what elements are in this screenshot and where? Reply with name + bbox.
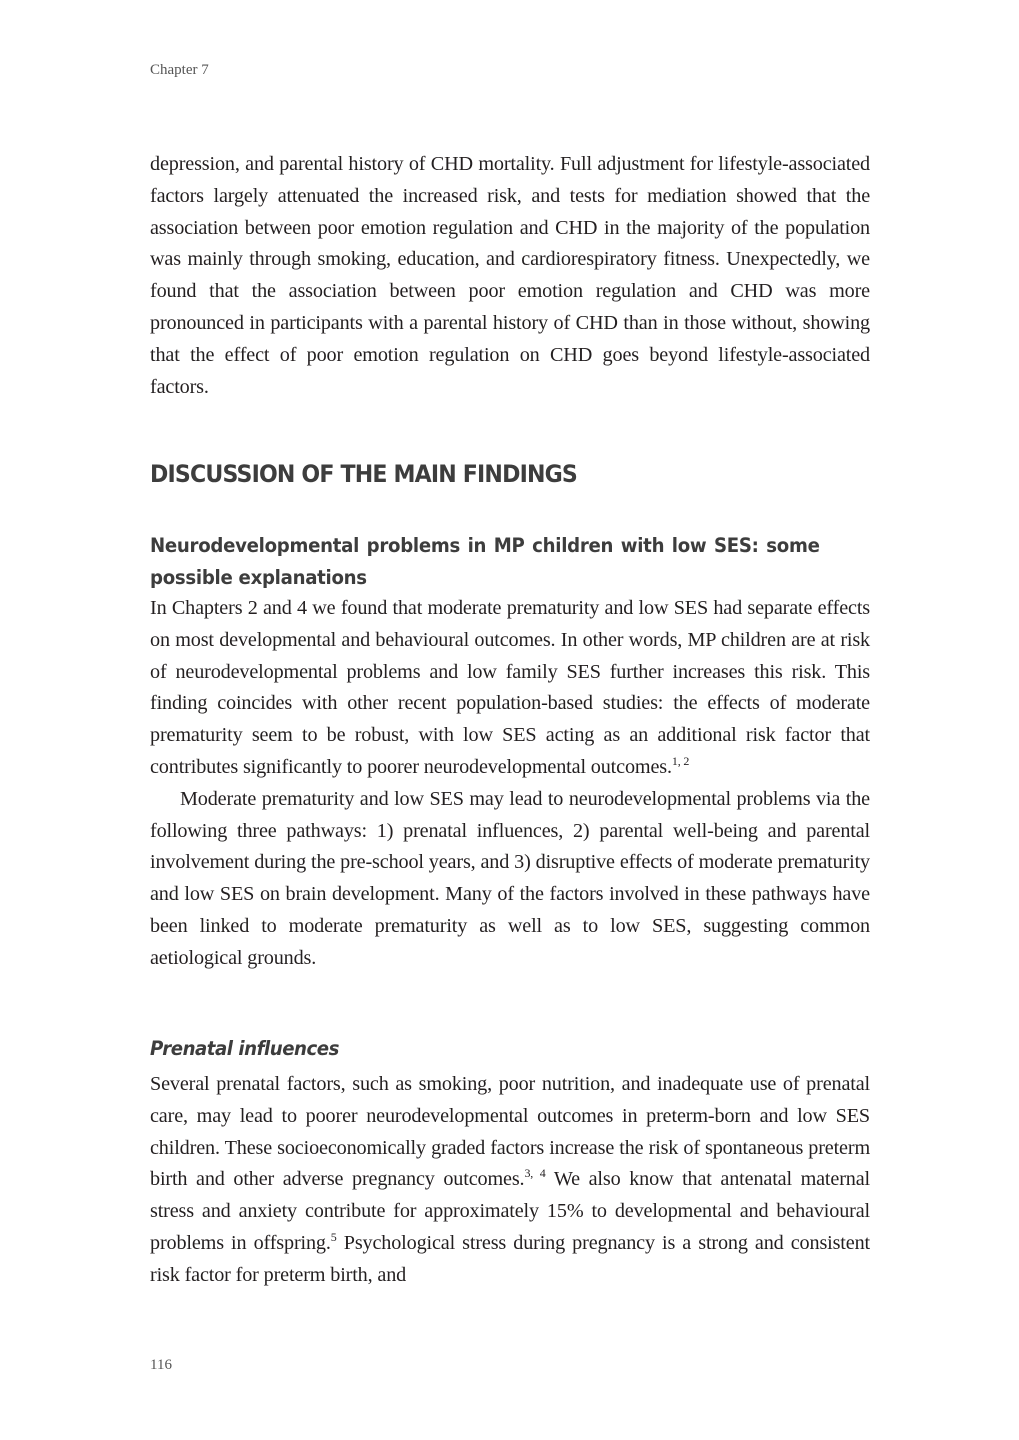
intro-block [150, 149, 870, 403]
paragraph-prenatal-part3: Psychological stress during pregnancy is a strong and consistent risk factor for preterm birth, and [150, 1231, 870, 1286]
citation-5: 5 [330, 1229, 337, 1244]
page-number: 116 [150, 1357, 172, 1373]
paragraph-prenatal-part2: We also know that antenatal maternal stress and anxiety contribute for approximately 15% to developmental and behavioural problems in offspring. [150, 1168, 870, 1254]
paragraph-prenatal-part1: Several prenatal factors, such as smoking, poor nutrition, and inadequate use of prenatal care, may lead to poorer neurodevelopmental outcomes in preterm-born and low SES children. These socioeconomically graded factors increase the risk of spontaneous preterm birth and other adverse pregnancy outcomes. [150, 1073, 870, 1191]
subsection-body [150, 593, 870, 975]
paragraph-pathways: Moderate prematurity and low SES may lead to neurodevelopmental problems via the following three pathways: 1) prenatal influences, 2) parental well-being and parental involvement during the pre-school years, and 3) disruptive effects of moderate prematurity and low SES on brain development. Many of the factors involved in these pathways have been linked to moderate prematurity as well as to low SES, suggesting common aetiological grounds. [150, 787, 870, 969]
prenatal-body [150, 1069, 870, 1292]
paragraph-findings-text: In Chapters 2 and 4 we found that moderate prematurity and low SES had separate effects on most developmental and behavioural outcomes. In other words, MP children are at risk of neurodevelopmental problems and low family SES further increases this risk. This finding coincides with other recent population-based studies: the effects of moderate prematurity seem to be robust, with low SES acting as an additional risk factor that contributes significantly to poorer neurodevelopmental outcomes. [150, 597, 870, 778]
citation-3-4: 3, 4 [524, 1166, 546, 1181]
citation-1-2: 1, 2 [671, 753, 690, 768]
subsubsection-heading: Prenatal influences [150, 1037, 339, 1060]
paragraph-prenatal [150, 1069, 870, 1292]
running-head: Chapter 7 [150, 62, 209, 78]
subsection-heading-text: Neurodevelopmental problems in MP children with low SES: some possible explanations [150, 534, 820, 589]
subsection-heading [150, 530, 870, 594]
section-heading: DISCUSSION OF THE MAIN FINDINGS [150, 460, 577, 488]
intro-paragraph: depression, and parental history of CHD mortality. Full adjustment for lifestyle-associated factors largely attenuated the increased risk, and tests for mediation showed that the association between poor emotion regulation and CHD in the majority of the population was mainly through smoking, education, and cardiorespiratory fitness. Unexpectedly, we found that the association between poor emotion regulation and CHD was more pronounced in participants with a parental history of CHD than in those without, showing that the effect of poor emotion regulation on CHD goes beyond lifestyle-associated factors. [150, 153, 870, 398]
paragraph-findings [150, 593, 870, 784]
